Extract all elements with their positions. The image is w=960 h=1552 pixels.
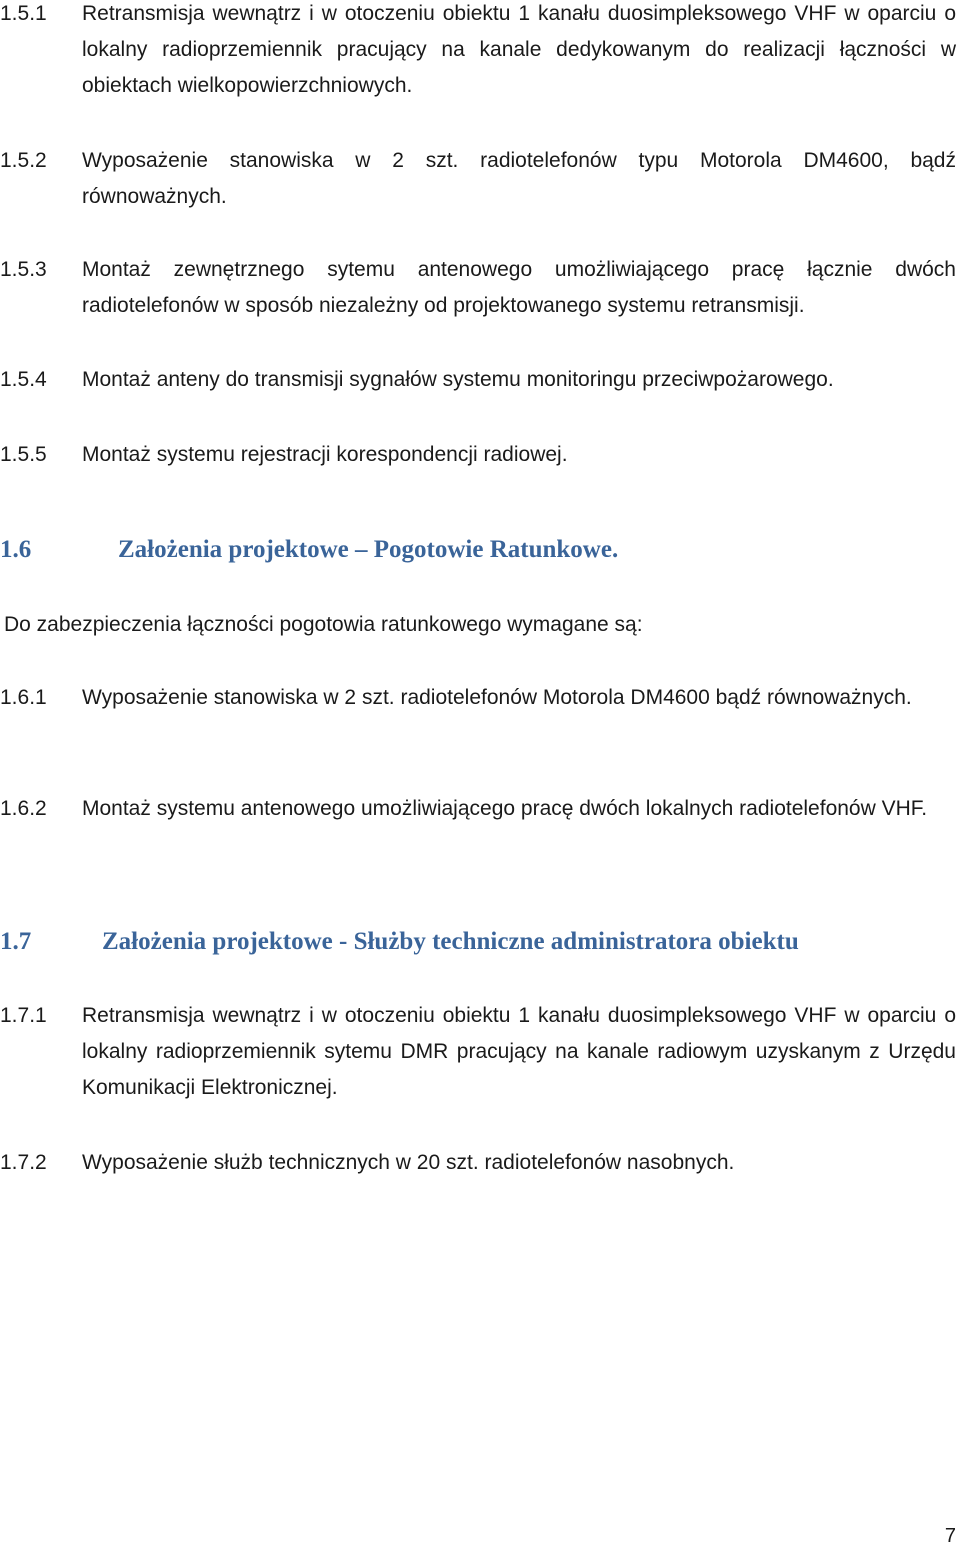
- item-text: Montaż systemu antenowego umożliwiającego pracę dwóch lokalnych radiotelefonów VHF.: [82, 797, 928, 820]
- list-item-1-7-2: [0, 1145, 956, 1181]
- item-text: Retransmisja wewnątrz i w otoczeniu obiektu 1 kanału duosimpleksowego VHF w oparciu o lokalny radioprzemiennik pracujący na kanale dedykowanym do realizacji łączności w obiektach wielkopowierzchniowych.: [82, 2, 956, 97]
- list-item-1-5-5: [0, 437, 956, 473]
- list-item-1-7-1: [0, 998, 956, 1106]
- item-text: Wyposażenie stanowiska w 2 szt. radiotelefonów typu Motorola DM4600, bądź równoważnych.: [82, 149, 956, 208]
- list-item-1-5-2: [0, 143, 956, 215]
- heading-title: Założenia projektowe - Służby techniczne administratora obiektu: [102, 928, 799, 955]
- item-number: 1.5.2: [0, 149, 47, 172]
- heading-number: 1.6: [0, 536, 32, 563]
- item-number: 1.6.1: [0, 686, 47, 709]
- item-number: 1.5.5: [0, 443, 47, 466]
- list-item-1-6-1: [0, 680, 956, 716]
- section-heading-1-6: [0, 532, 958, 568]
- item-number: 1.5.4: [0, 368, 47, 391]
- section-heading-1-7: [0, 924, 958, 960]
- item-number: 1.5.1: [0, 2, 47, 25]
- list-item-1-6-2: [0, 791, 956, 827]
- item-number: 1.5.3: [0, 258, 47, 281]
- heading-title: Założenia projektowe – Pogotowie Ratunkowe.: [118, 536, 619, 563]
- item-text: Wyposażenie stanowiska w 2 szt. radiotelefonów Motorola DM4600 bądź równoważnych.: [82, 686, 912, 709]
- item-text: Retransmisja wewnątrz i w otoczeniu obiektu 1 kanału duosimpleksowego VHF w oparciu o lokalny radioprzemiennik sytemu DMR pracujący na kanale radiowym uzyskanym z Urzędu Komunikacji Elektronicznej.: [82, 1004, 956, 1099]
- item-number: 1.7.2: [0, 1151, 47, 1174]
- item-text: Montaż zewnętrznego sytemu antenowego umożliwiającego pracę łącznie dwóch radiotelefonów w sposób niezależny od projektowanego systemu retransmisji.: [82, 258, 956, 317]
- list-item-1-5-3: [0, 252, 956, 324]
- item-text: Wyposażenie służb technicznych w 20 szt. radiotelefonów nasobnych.: [82, 1151, 735, 1174]
- item-number: 1.7.1: [0, 1004, 47, 1027]
- item-text: Montaż anteny do transmisji sygnałów systemu monitoringu przeciwpożarowego.: [82, 368, 834, 391]
- list-item-1-5-4: [0, 362, 956, 398]
- list-item-1-5-1: [0, 0, 956, 104]
- page-number: 7: [944, 1525, 956, 1547]
- heading-number: 1.7: [0, 928, 32, 955]
- item-number: 1.6.2: [0, 797, 47, 820]
- intro-paragraph: Do zabezpieczenia łączności pogotowia ratunkowego wymagane są:: [4, 613, 643, 636]
- item-text: Montaż systemu rejestracji korespondencji radiowej.: [82, 443, 568, 466]
